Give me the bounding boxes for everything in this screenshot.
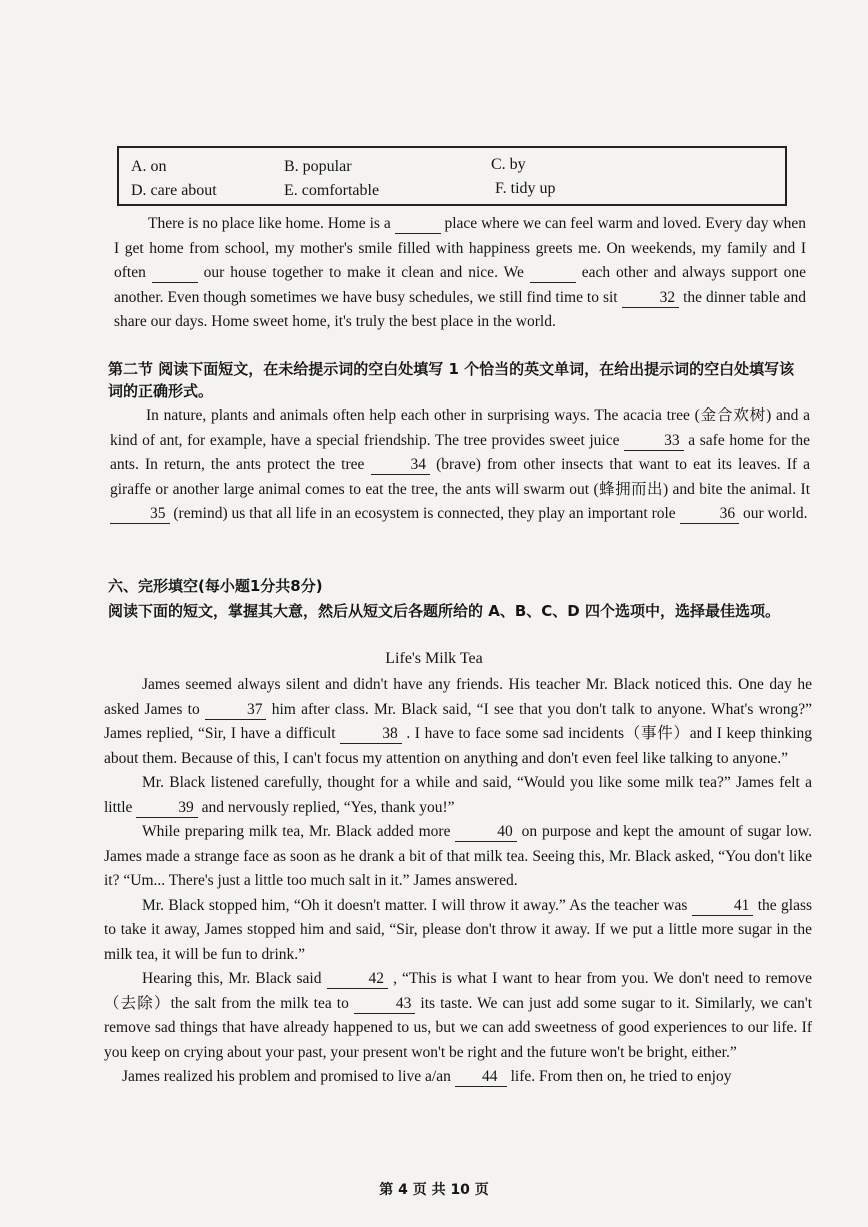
- blank-36[interactable]: 36: [680, 505, 740, 524]
- option-b: B. popular: [284, 158, 352, 175]
- blank-32[interactable]: 32: [622, 289, 680, 308]
- story-paragraph-5: Hearing this, Mr. Black said 42 , “This is what I want to hear from you. We don't need to remove（去除）the salt from the milk tea to 43 its taste. We can just add some sugar to it. Similarly, we can't remove sad things that have already happened to us, but we can add sweetness of good experiences to our life. If you keep on crying about your past, your present won't be right and the future won't be bright, either.”: [104, 970, 813, 1061]
- story-body: [104, 673, 812, 1090]
- word-options-box: [117, 146, 787, 206]
- blank-40[interactable]: 40: [455, 823, 517, 842]
- option-a: A. on: [131, 158, 167, 175]
- story-paragraph-2: Mr. Black listened carefully, thought for a while and said, “Would you like some milk tea?” James felt a little 39 and nervously replied, “Yes, thank you!”: [104, 774, 812, 816]
- blank-37[interactable]: 37: [205, 701, 267, 720]
- option-d: D. care about: [131, 182, 217, 199]
- blank-35[interactable]: 35: [110, 505, 170, 524]
- story-paragraph-1: James seemed always silent and didn't have any friends. His teacher Mr. Black noticed this. One day he asked James to 37 him after class. Mr. Black said, “I see that you don't talk to anyone. What's wrong?” James replied, “Sir, I have a difficult 38 . I have to face some sad incidents（事件）and I keep thinking about them. Because of this, I can't focus my attention on anything and don't even feel like talking to anyone.”: [104, 676, 813, 767]
- story-paragraph-4: Mr. Black stopped him, “Oh it doesn't matter. I will throw it away.” As the teacher was 41 the glass to take it away, James stopped him and said, “Sir, please don't throw it away. If we put a little more sugar in the milk tea, it will be fun to drink.”: [104, 896, 813, 963]
- blank-34[interactable]: 34: [371, 456, 431, 475]
- blank-43[interactable]: 43: [354, 995, 416, 1014]
- passage-home: There is no place like home. Home is a place where we can feel warm and loved. Every day when I get home from school, my mother's smile filled with happiness greets me. On weekends, my family and I often our house together to make it clean and nice. We each other and always support one another. Even though sometimes we have busy schedules, we still find time to sit 32 the dinner table and share our days. Home sweet home, it's truly the best place in the world.: [114, 215, 807, 330]
- section-2-heading: 第二节 阅读下面短文，在未给提示词的空白处填写 1 个恰当的英文单词，在给出提示词的空白处填写该词的正确形式。: [108, 360, 795, 400]
- blank-30[interactable]: [530, 264, 576, 283]
- blank-38[interactable]: 38: [340, 725, 402, 744]
- blank-33[interactable]: 33: [624, 432, 684, 451]
- blank-29[interactable]: [152, 264, 198, 283]
- blank-42[interactable]: 42: [327, 970, 389, 989]
- passage-acacia: In nature, plants and animals often help each other in surprising ways. The acacia tree (金合欢树) and a kind of ant, for example, have a special friendship. The tree provides sweet juice 33 a safe home for the ants. In return, the ants protect the tree 34 (brave) from other insects that want to eat its leaves. If a giraffe or another large animal comes to eat the tree, the ants will swarm out (蜂拥而出) and bite the animal. It 35 (remind) us that all life in an ecosystem is connected, they play an important role 36 our world.: [110, 407, 811, 522]
- blank-41[interactable]: 41: [692, 897, 754, 916]
- section-6-heading: 六、完形填空(每小题1分共8分): [108, 577, 323, 595]
- blank-39[interactable]: 39: [136, 799, 198, 818]
- page-number: 第 4 页 共 10 页: [379, 1182, 489, 1198]
- story-title: Life's Milk Tea: [385, 650, 483, 667]
- blank-44[interactable]: 44: [455, 1068, 507, 1087]
- story-paragraph-3: While preparing milk tea, Mr. Black added more 40 on purpose and kept the amount of sugar low. James made a strange face as soon as he drank a bit of that milk tea. Seeing this, Mr. Black asked, “You don't like it? “Um... There's just a little too much salt in it.” James answered.: [104, 823, 813, 889]
- option-f: F. tidy up: [495, 180, 556, 197]
- option-e: E. comfortable: [284, 182, 380, 199]
- blank-28[interactable]: [395, 215, 441, 234]
- section-6-instructions: 阅读下面的短文，掌握其大意，然后从短文后各题所给的 A、B、C、D 四个选项中，选择最佳选项。: [108, 602, 780, 620]
- story-paragraph-6: James realized his problem and promised to live a/an 44 life. From then on, he tried to enjoy: [122, 1068, 732, 1085]
- option-c: C. by: [491, 156, 526, 173]
